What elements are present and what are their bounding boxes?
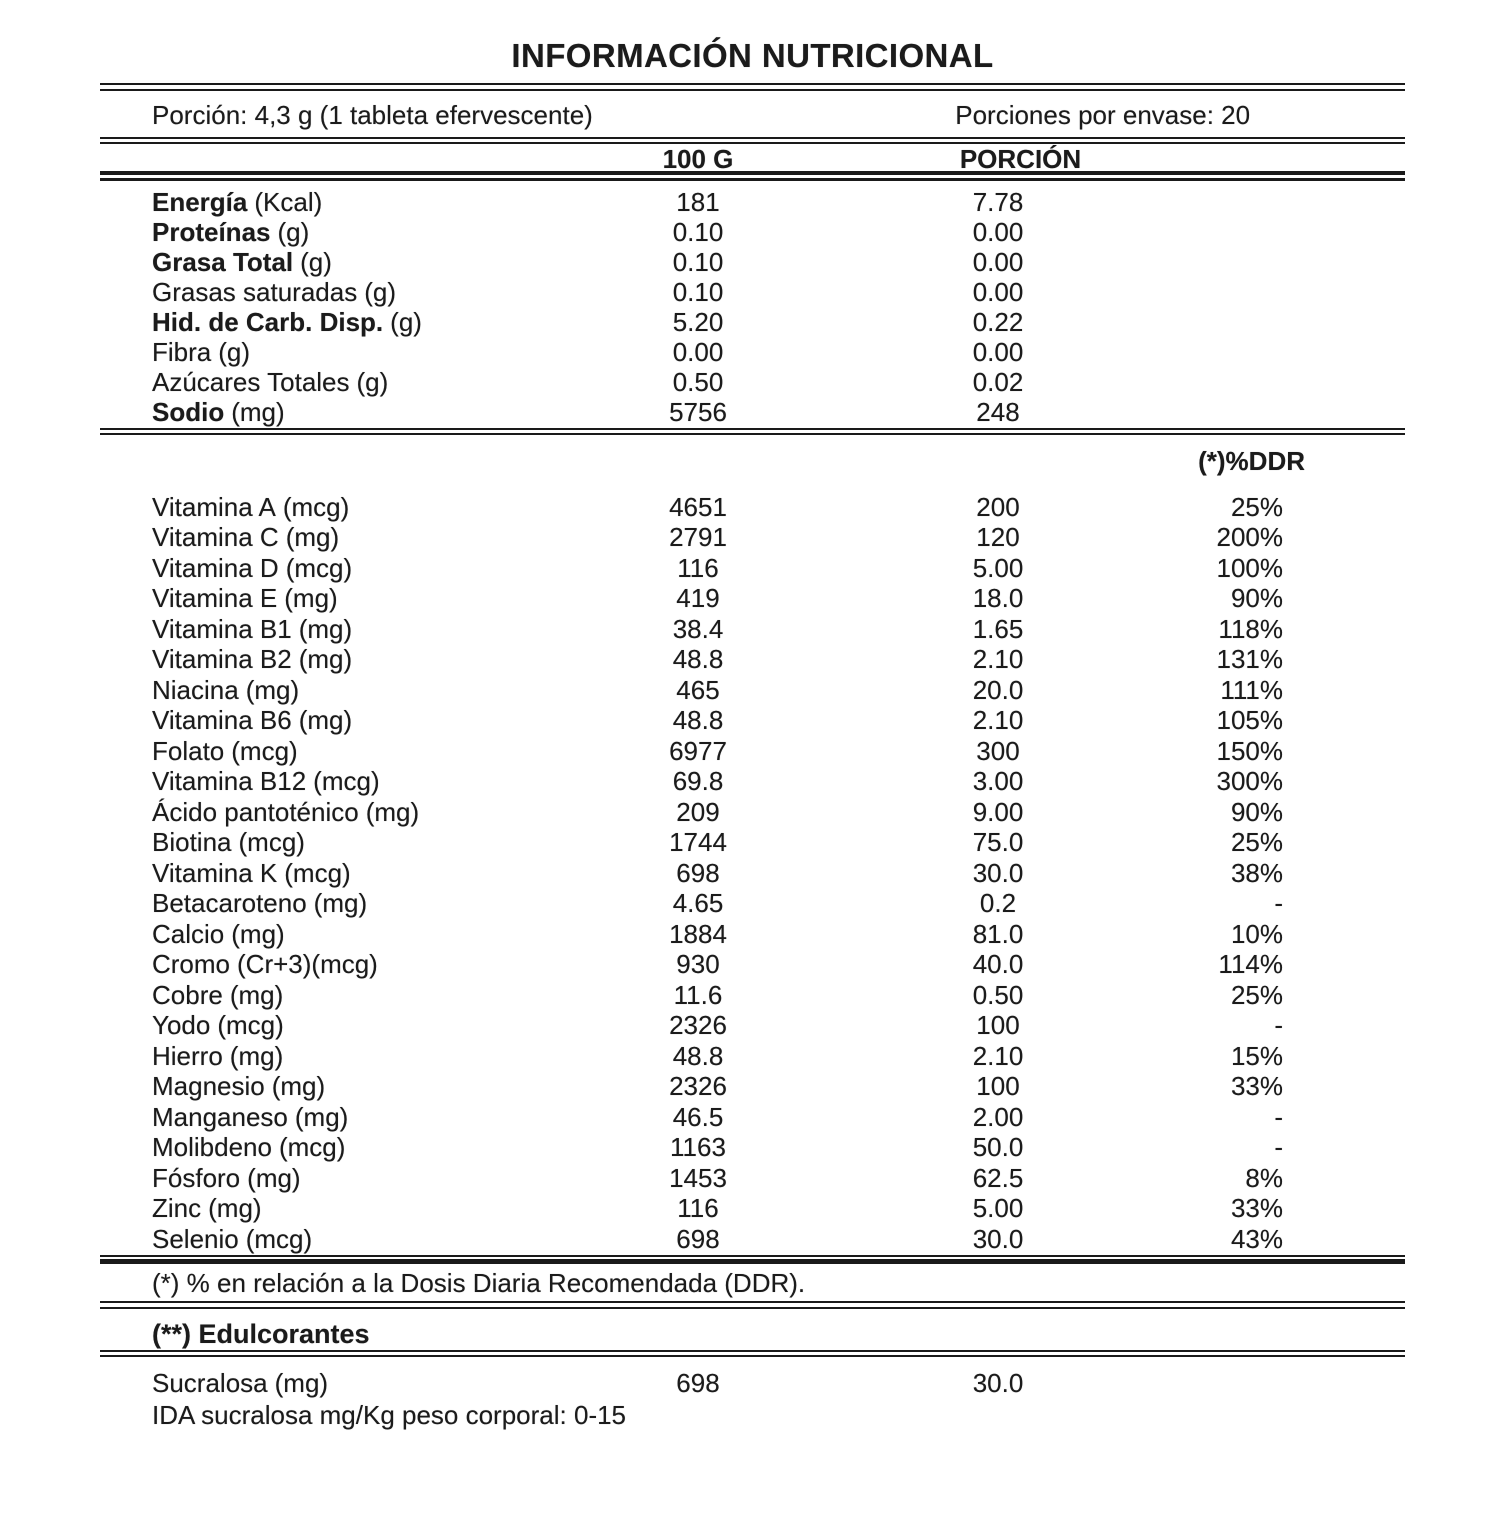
nutrient-unit: (g) [364, 277, 396, 307]
value-per-100g: 38.4 [672, 613, 724, 644]
value-per-portion: 5.00 [972, 1193, 1024, 1223]
nutrient-name: Selenio [152, 1223, 239, 1254]
page-title: INFORMACIÓN NUTRICIONAL [511, 37, 994, 74]
value-ddr-percent: 90% [1230, 583, 1283, 613]
table-row [100, 889, 1405, 920]
table-row [100, 188, 1405, 218]
nutrient-unit: (g) [277, 217, 310, 247]
ddr-footnote: (*) % en relación a la Dosis Diaria Recomendada (DDR). [152, 1268, 806, 1298]
table-row [100, 218, 1405, 248]
value-per-portion: 30.0 [972, 857, 1024, 888]
table-row [100, 859, 1405, 890]
table-row [100, 645, 1405, 676]
nutrient-label [100, 554, 556, 582]
value-ddr-percent: 38% [1230, 857, 1283, 888]
value-per-portion: 0.00 [972, 337, 1024, 367]
nutrient-name: Molibdeno [152, 1132, 272, 1162]
value-per-portion: 100 [976, 1010, 1020, 1040]
nutrient-unit: (mg) [271, 1071, 326, 1101]
table-row [100, 368, 1405, 398]
value-ddr-percent: 25% [1230, 979, 1283, 1010]
value-per-portion: 200 [976, 491, 1020, 522]
nutrient-name: Vitamina B6 [152, 705, 292, 735]
nutrient-unit: (g) [218, 337, 251, 367]
table-row [100, 248, 1405, 278]
value-per-100g: 0.00 [672, 337, 724, 367]
nutrient-unit: (mg) [284, 583, 338, 613]
nutrient-unit: (mcg) [231, 735, 298, 766]
value-per-100g: 181 [676, 187, 720, 217]
value-per-100g: 209 [676, 796, 720, 827]
servings-per-container-text: Porciones por envase: 20 [955, 99, 1251, 130]
table-row [100, 278, 1405, 308]
nutrient-unit: (mg) [298, 705, 353, 735]
nutrient-name: Proteínas [152, 217, 271, 247]
table-row [100, 706, 1405, 737]
divider-under-title [100, 83, 1405, 91]
value-per-100g: 0.50 [672, 367, 724, 397]
value-per-100g: 698 [676, 1223, 720, 1254]
table-row [100, 1103, 1405, 1134]
value-per-100g: 116 [677, 1193, 719, 1223]
table-row [100, 615, 1405, 646]
nutrient-unit: (mg) [294, 1101, 349, 1132]
nutrient-label [100, 706, 556, 734]
nutrient-name: Fibra [152, 337, 212, 367]
nutrient-label [100, 338, 556, 366]
value-per-portion: 1.65 [972, 613, 1024, 644]
value-per-portion: 3.00 [972, 766, 1024, 796]
nutrient-unit: (mg) [208, 1193, 262, 1223]
nutrient-label [100, 645, 556, 673]
nutrient-unit: (mg) [229, 1040, 284, 1071]
table-row [100, 1164, 1405, 1195]
value-per-portion: 0.00 [972, 277, 1024, 307]
value-ddr-percent: - [1274, 1132, 1283, 1162]
serving-size-text: Porción: 4,3 g (1 tableta efervescente) [152, 99, 593, 130]
value-ddr-percent: 33% [1230, 1071, 1283, 1101]
value-ddr-percent: - [1274, 888, 1283, 918]
value-per-100g: 4651 [669, 491, 727, 522]
nutrient-unit: (g) [300, 247, 332, 277]
value-ddr-percent: 200% [1216, 522, 1283, 552]
value-per-portion: 30.0 [972, 1368, 1024, 1398]
column-header-portion: PORCIÓN [959, 144, 1082, 174]
value-ddr-percent: - [1274, 1101, 1283, 1132]
value-per-portion: 120 [976, 522, 1020, 552]
nutrient-label [100, 1369, 556, 1397]
value-ddr-percent: 15% [1230, 1040, 1283, 1071]
value-per-portion: 0.00 [972, 247, 1024, 277]
table-row [100, 981, 1405, 1012]
nutrient-name: Sucralosa [152, 1368, 268, 1398]
table-row [100, 523, 1405, 554]
nutrient-name: Vitamina B1 [152, 613, 292, 644]
nutrient-label [100, 798, 556, 826]
nutrient-unit: (mg) [298, 644, 353, 674]
table-row [100, 1011, 1405, 1042]
nutrient-name: Vitamina A [152, 491, 276, 522]
nutrient-unit: (mg) [229, 979, 284, 1010]
value-ddr-percent: 100% [1216, 552, 1283, 583]
table-row [100, 828, 1405, 859]
nutrient-name: Vitamina C [152, 522, 279, 552]
nutrient-name: Sodio [152, 397, 225, 427]
value-ddr-percent: 300% [1216, 766, 1283, 796]
table-row [100, 950, 1405, 981]
nutrient-unit: (mg) [285, 522, 340, 552]
value-per-100g: 1453 [669, 1162, 727, 1193]
nutrition-facts-table [100, 38, 1405, 1429]
nutrient-name: Vitamina K [152, 857, 278, 888]
value-per-portion: 0.50 [972, 979, 1024, 1010]
nutrient-unit: (mg) [231, 918, 285, 949]
value-per-portion: 9.00 [972, 796, 1024, 827]
table-row [100, 1072, 1405, 1103]
nutrient-name: Hid. de Carb. Disp. [152, 307, 384, 337]
nutrient-name: Grasa Total [152, 247, 294, 277]
value-per-100g: 698 [676, 857, 720, 888]
value-ddr-percent: 43% [1230, 1223, 1283, 1254]
nutrient-name: Energía [152, 187, 248, 217]
nutrient-label [100, 398, 556, 426]
nutrient-label [100, 950, 556, 978]
nutrient-label [100, 981, 556, 1009]
divider-under-micronutrients [100, 1255, 1405, 1264]
value-ddr-percent: 118% [1218, 613, 1283, 644]
value-per-100g: 11.6 [673, 979, 723, 1010]
nutrient-label [100, 859, 556, 887]
nutrient-name: Cromo [152, 949, 231, 979]
nutrient-name: Yodo [152, 1010, 211, 1040]
nutrient-name: Hierro [152, 1040, 223, 1071]
nutrient-name: Calcio [152, 918, 225, 949]
value-per-100g: 2326 [669, 1071, 727, 1101]
table-row [100, 676, 1405, 707]
value-ddr-percent: 111% [1220, 674, 1283, 705]
nutrient-name: Fósforo [152, 1162, 241, 1193]
micronutrients-section [100, 493, 1405, 1256]
divider-under-serving [100, 137, 1405, 145]
nutrient-unit: (mg) [247, 1162, 301, 1193]
value-per-portion: 2.10 [972, 705, 1024, 735]
value-per-100g: 0.10 [672, 277, 724, 307]
nutrient-unit: (mg) [245, 674, 300, 705]
table-row [100, 398, 1405, 428]
value-ddr-percent: 10% [1230, 918, 1283, 949]
nutrient-name: Betacaroteno [152, 888, 307, 918]
nutrient-unit: (mcg) [278, 1132, 346, 1162]
value-per-100g: 2326 [669, 1010, 727, 1040]
value-ddr-percent: 8% [1245, 1162, 1283, 1193]
nutrient-label [100, 737, 556, 765]
nutrient-unit: (mg) [231, 397, 285, 427]
value-per-portion: 5.00 [972, 552, 1024, 583]
nutrient-label [100, 368, 556, 396]
nutrient-name: Biotina [152, 827, 232, 857]
nutrient-label [100, 1225, 556, 1253]
value-per-100g: 69.8 [672, 766, 724, 796]
table-row [100, 1194, 1405, 1225]
sweeteners-section [100, 1369, 1405, 1399]
value-ddr-percent: 25% [1230, 827, 1283, 857]
nutrient-label [100, 308, 556, 336]
value-ddr-percent: 90% [1230, 796, 1283, 827]
value-per-100g: 5756 [669, 397, 727, 427]
value-per-portion: 0.02 [972, 367, 1024, 397]
nutrient-name: Vitamina D [152, 552, 279, 583]
nutrient-name: Niacina [152, 674, 239, 705]
value-per-100g: 116 [677, 552, 719, 583]
nutrient-unit: (mcg) [282, 491, 350, 522]
nutrient-name: Vitamina E [152, 583, 278, 613]
value-per-portion: 300 [976, 735, 1020, 766]
value-ddr-percent: 114% [1218, 949, 1283, 979]
ida-note: IDA sucralosa mg/Kg peso corporal: 0-15 [152, 1400, 627, 1430]
column-header-100g: 100 G [662, 144, 734, 174]
nutrient-unit: (Cr+3)(mcg) [237, 949, 378, 979]
nutrient-name: Folato [152, 735, 225, 766]
nutrient-unit: (mg) [365, 796, 420, 827]
table-row [100, 1133, 1405, 1164]
value-per-100g: 6977 [669, 735, 727, 766]
table-row [100, 920, 1405, 951]
value-per-100g: 1884 [669, 918, 727, 949]
table-row [100, 1225, 1405, 1256]
value-per-portion: 81.0 [972, 918, 1024, 949]
divider-under-macronutrients [100, 428, 1405, 435]
value-per-100g: 465 [676, 674, 720, 705]
value-per-100g: 1744 [669, 827, 727, 857]
divider-under-footnote [100, 1301, 1405, 1309]
nutrient-label [100, 1133, 556, 1161]
table-row [100, 798, 1405, 829]
nutrient-unit: (mcg) [284, 857, 351, 888]
value-ddr-percent: 25% [1230, 491, 1283, 522]
nutrient-label [100, 1011, 556, 1039]
nutrient-unit: (mcg) [313, 766, 380, 796]
nutrient-unit: (mg) [313, 888, 368, 918]
value-per-100g: 698 [676, 1368, 720, 1398]
nutrient-name: Magnesio [152, 1071, 265, 1101]
value-per-portion: 0.2 [979, 888, 1017, 918]
nutrient-label [100, 523, 556, 551]
nutrient-unit: (mcg) [217, 1010, 284, 1040]
value-per-100g: 1163 [670, 1132, 726, 1162]
value-per-100g: 48.8 [672, 1040, 724, 1071]
value-ddr-percent: 131% [1216, 644, 1283, 674]
value-per-portion: 30.0 [972, 1223, 1024, 1254]
nutrient-label [100, 584, 556, 612]
nutrient-label [100, 1042, 556, 1070]
sweeteners-heading: (**) Edulcorantes [152, 1318, 370, 1349]
macronutrients-section [100, 188, 1405, 428]
nutrient-name: Ácido pantoténico [152, 796, 359, 827]
value-per-portion: 0.00 [972, 217, 1024, 247]
nutrient-name: Vitamina B12 [152, 766, 307, 796]
nutrient-name: Grasas saturadas [152, 277, 358, 307]
value-per-portion: 2.00 [972, 1101, 1024, 1132]
value-per-100g: 2791 [669, 522, 727, 552]
table-row [100, 493, 1405, 524]
nutrient-name: Manganeso [152, 1101, 288, 1132]
table-row [100, 767, 1405, 798]
table-row [100, 737, 1405, 768]
nutrient-name: Azúcares Totales [152, 367, 350, 397]
nutrient-unit: (mcg) [285, 552, 353, 583]
table-row [100, 308, 1405, 338]
nutrient-label [100, 1194, 556, 1222]
nutrient-label [100, 248, 556, 276]
nutrient-label [100, 1103, 556, 1131]
value-per-portion: 2.10 [972, 1040, 1024, 1071]
value-per-100g: 48.8 [672, 644, 724, 674]
value-ddr-percent: 33% [1230, 1193, 1283, 1223]
table-row [100, 1042, 1405, 1073]
nutrient-name: Vitamina B2 [152, 644, 292, 674]
serving-info-row [100, 101, 1405, 129]
nutrient-unit: (mcg) [245, 1223, 313, 1254]
value-per-100g: 4.65 [672, 888, 724, 918]
value-per-portion: 20.0 [972, 674, 1024, 705]
value-per-100g: 930 [676, 949, 720, 979]
value-ddr-percent: - [1274, 1010, 1283, 1040]
nutrient-label [100, 920, 556, 948]
value-per-portion: 62.5 [972, 1162, 1024, 1193]
value-per-portion: 0.22 [972, 307, 1024, 337]
nutrient-unit: (mg) [298, 613, 353, 644]
nutrient-label [100, 278, 556, 306]
nutrient-label [100, 828, 556, 856]
nutrient-unit: (g) [390, 307, 422, 337]
nutrient-name: Cobre [152, 979, 223, 1010]
nutrient-unit: (mcg) [238, 827, 305, 857]
nutrient-unit: (g) [356, 367, 389, 397]
table-row [100, 554, 1405, 585]
table-row [100, 1369, 1405, 1399]
value-per-portion: 7.78 [972, 187, 1024, 217]
value-per-100g: 46.5 [672, 1101, 724, 1132]
divider-under-column-headers [100, 171, 1405, 181]
nutrient-label [100, 188, 556, 216]
value-per-portion: 40.0 [972, 949, 1024, 979]
nutrient-name: Zinc [152, 1193, 202, 1223]
value-per-100g: 0.10 [672, 247, 724, 277]
value-ddr-percent: 105% [1216, 705, 1283, 735]
nutrient-label [100, 493, 556, 521]
value-per-100g: 48.8 [672, 705, 724, 735]
nutrient-label [100, 767, 556, 795]
nutrient-label [100, 615, 556, 643]
column-header-ddr: (*)%DDR [1198, 445, 1305, 476]
nutrient-label [100, 889, 556, 917]
value-per-100g: 419 [676, 583, 720, 613]
value-per-portion: 75.0 [972, 827, 1024, 857]
nutrient-label [100, 1072, 556, 1100]
table-row [100, 338, 1405, 368]
nutrient-label [100, 676, 556, 704]
nutrient-label [100, 218, 556, 246]
divider-under-sweeteners-heading [100, 1350, 1405, 1358]
value-per-portion: 18.0 [972, 583, 1024, 613]
value-per-portion: 50.0 [972, 1132, 1024, 1162]
value-per-portion: 248 [976, 397, 1020, 427]
value-per-100g: 0.10 [672, 217, 724, 247]
value-per-portion: 2.10 [972, 644, 1024, 674]
nutrient-unit: (Kcal) [254, 187, 323, 217]
ddr-header-row [100, 447, 1405, 477]
value-per-100g: 5.20 [672, 307, 724, 337]
value-per-portion: 100 [976, 1071, 1020, 1101]
table-row [100, 584, 1405, 615]
value-ddr-percent: 150% [1216, 735, 1283, 766]
nutrient-label [100, 1164, 556, 1192]
nutrient-unit: (mg) [274, 1368, 329, 1398]
column-header-row [100, 144, 1405, 174]
